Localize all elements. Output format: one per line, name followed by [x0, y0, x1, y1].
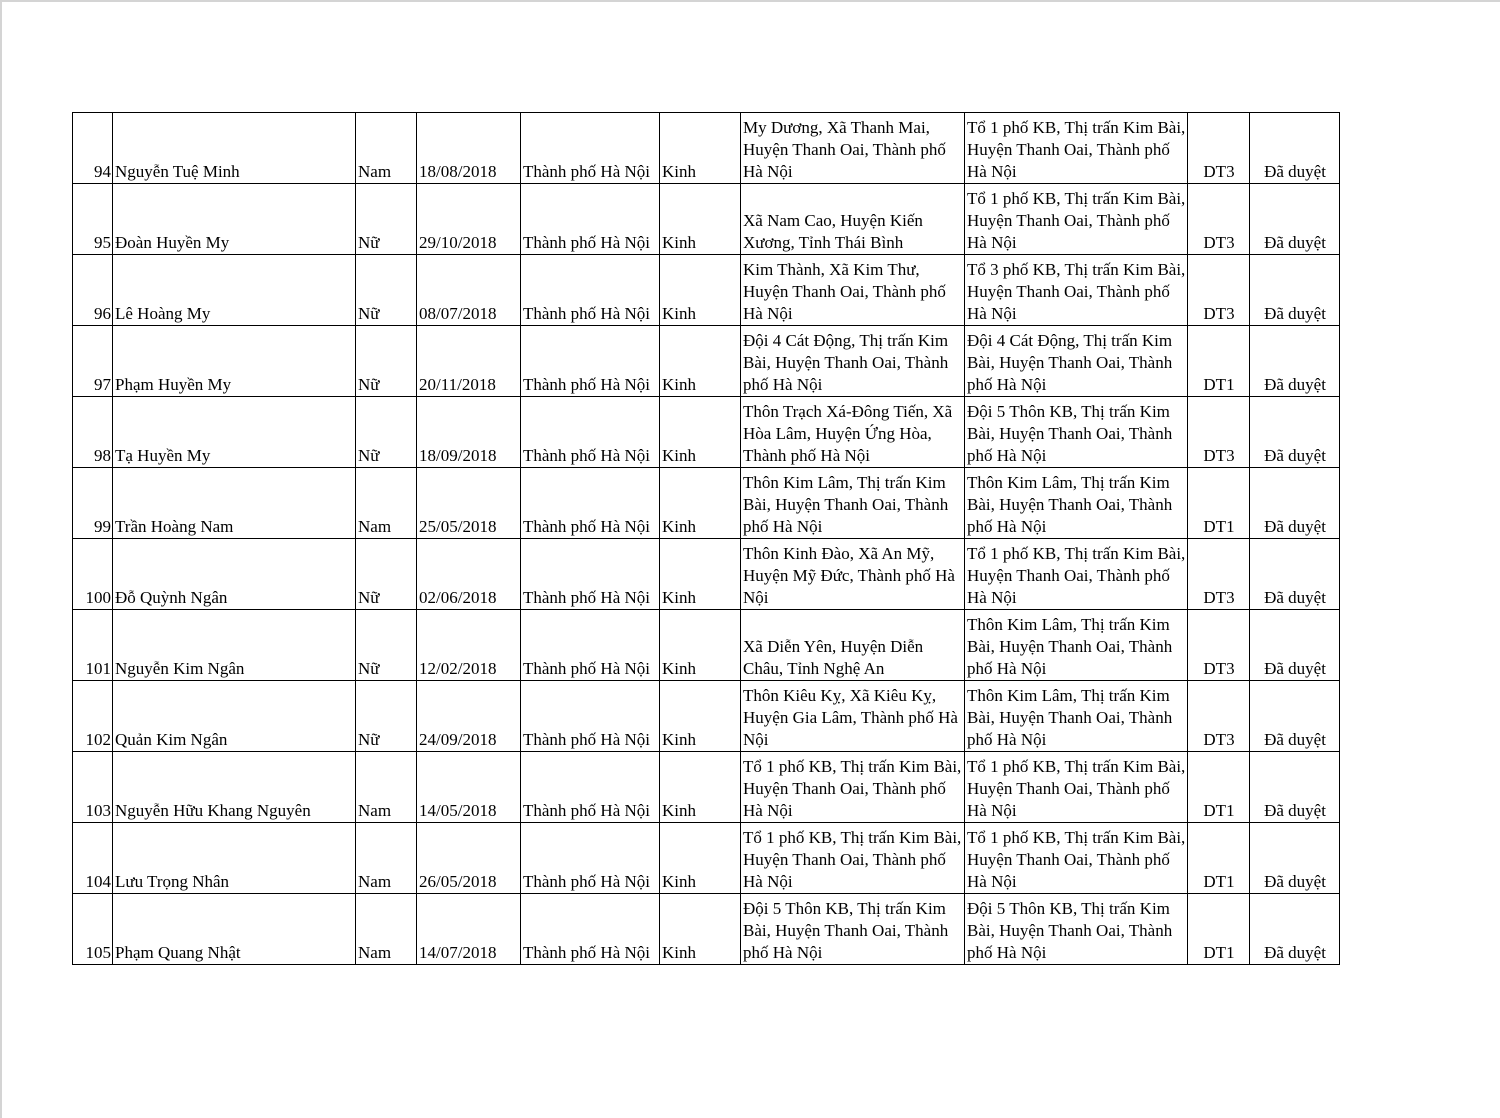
student-name: Trần Hoàng Nam: [113, 468, 356, 539]
hometown-address: Thôn Kim Lâm, Thị trấn Kim Bài, Huyện Thanh Oai, Thành phố Hà Nội: [741, 468, 965, 539]
residence-address: Tổ 1 phố KB, Thị trấn Kim Bài, Huyện Thanh Oai, Thành phố Hà Nội: [965, 184, 1188, 255]
date-of-birth: 25/05/2018: [417, 468, 521, 539]
birthplace: Thành phố Hà Nội: [521, 184, 660, 255]
category-code: DT3: [1188, 113, 1250, 184]
birthplace: Thành phố Hà Nội: [521, 468, 660, 539]
table-row: [73, 184, 1340, 255]
hometown-address: Đội 5 Thôn KB, Thị trấn Kim Bài, Huyện Thanh Oai, Thành phố Hà Nội: [741, 894, 965, 965]
approval-status: Đã duyệt: [1250, 539, 1340, 610]
approval-status: Đã duyệt: [1250, 681, 1340, 752]
hometown-address: Kim Thành, Xã Kim Thư, Huyện Thanh Oai, Thành phố Hà Nội: [741, 255, 965, 326]
ethnicity: Kinh: [660, 681, 741, 752]
residence-address: Tổ 1 phố KB, Thị trấn Kim Bài, Huyện Thanh Oai, Thành phố Hà Nội: [965, 539, 1188, 610]
date-of-birth: 29/10/2018: [417, 184, 521, 255]
table-row: [73, 468, 1340, 539]
ethnicity: Kinh: [660, 610, 741, 681]
birthplace: Thành phố Hà Nội: [521, 610, 660, 681]
student-name: Phạm Quang Nhật: [113, 894, 356, 965]
student-name: Lê Hoàng My: [113, 255, 356, 326]
gender: Nữ: [356, 184, 417, 255]
ethnicity: Kinh: [660, 113, 741, 184]
date-of-birth: 18/08/2018: [417, 113, 521, 184]
gender: Nam: [356, 468, 417, 539]
approval-status: Đã duyệt: [1250, 397, 1340, 468]
ethnicity: Kinh: [660, 752, 741, 823]
category-code: DT1: [1188, 894, 1250, 965]
gender: Nam: [356, 113, 417, 184]
approval-status: Đã duyệt: [1250, 468, 1340, 539]
date-of-birth: 14/07/2018: [417, 894, 521, 965]
date-of-birth: 14/05/2018: [417, 752, 521, 823]
approval-status: Đã duyệt: [1250, 255, 1340, 326]
gender: Nữ: [356, 610, 417, 681]
hometown-address: Thôn Kinh Đào, Xã An Mỹ, Huyện Mỹ Đức, Thành phố Hà Nội: [741, 539, 965, 610]
gender: Nam: [356, 894, 417, 965]
table-row: [73, 326, 1340, 397]
birthplace: Thành phố Hà Nội: [521, 894, 660, 965]
ethnicity: Kinh: [660, 397, 741, 468]
category-code: DT3: [1188, 681, 1250, 752]
ethnicity: Kinh: [660, 894, 741, 965]
table-row: [73, 255, 1340, 326]
gender: Nữ: [356, 539, 417, 610]
date-of-birth: 02/06/2018: [417, 539, 521, 610]
category-code: DT3: [1188, 184, 1250, 255]
gender: Nữ: [356, 681, 417, 752]
birthplace: Thành phố Hà Nội: [521, 113, 660, 184]
table-row: [73, 397, 1340, 468]
approval-status: Đã duyệt: [1250, 113, 1340, 184]
hometown-address: Xã Diễn Yên, Huyện Diễn Châu, Tỉnh Nghệ An: [741, 610, 965, 681]
row-number: 102: [73, 681, 113, 752]
date-of-birth: 24/09/2018: [417, 681, 521, 752]
birthplace: Thành phố Hà Nội: [521, 752, 660, 823]
date-of-birth: 08/07/2018: [417, 255, 521, 326]
row-number: 101: [73, 610, 113, 681]
student-name: Nguyễn Hữu Khang Nguyên: [113, 752, 356, 823]
residence-address: Thôn Kim Lâm, Thị trấn Kim Bài, Huyện Thanh Oai, Thành phố Hà Nội: [965, 610, 1188, 681]
approval-status: Đã duyệt: [1250, 184, 1340, 255]
date-of-birth: 18/09/2018: [417, 397, 521, 468]
category-code: DT3: [1188, 539, 1250, 610]
date-of-birth: 26/05/2018: [417, 823, 521, 894]
hometown-address: Tổ 1 phố KB, Thị trấn Kim Bài, Huyện Thanh Oai, Thành phố Hà Nội: [741, 752, 965, 823]
table-row: [73, 823, 1340, 894]
row-number: 103: [73, 752, 113, 823]
approval-status: Đã duyệt: [1250, 752, 1340, 823]
student-name: Tạ Huyền My: [113, 397, 356, 468]
table-row: [73, 113, 1340, 184]
approval-status: Đã duyệt: [1250, 326, 1340, 397]
page-edge-top: [0, 0, 1500, 2]
approval-status: Đã duyệt: [1250, 610, 1340, 681]
hometown-address: Tổ 1 phố KB, Thị trấn Kim Bài, Huyện Thanh Oai, Thành phố Hà Nội: [741, 823, 965, 894]
gender: Nữ: [356, 326, 417, 397]
row-number: 95: [73, 184, 113, 255]
category-code: DT3: [1188, 397, 1250, 468]
hometown-address: My Dương, Xã Thanh Mai, Huyện Thanh Oai, Thành phố Hà Nội: [741, 113, 965, 184]
date-of-birth: 12/02/2018: [417, 610, 521, 681]
residence-address: Tổ 1 phố KB, Thị trấn Kim Bài, Huyện Thanh Oai, Thành phố Hà Nội: [965, 752, 1188, 823]
hometown-address: Đội 4 Cát Động, Thị trấn Kim Bài, Huyện Thanh Oai, Thành phố Hà Nội: [741, 326, 965, 397]
row-number: 94: [73, 113, 113, 184]
hometown-address: Xã Nam Cao, Huyện Kiến Xương, Tỉnh Thái Bình: [741, 184, 965, 255]
table-row: [73, 894, 1340, 965]
row-number: 97: [73, 326, 113, 397]
birthplace: Thành phố Hà Nội: [521, 823, 660, 894]
hometown-address: Thôn Trạch Xá-Đông Tiến, Xã Hòa Lâm, Huyện Ứng Hòa, Thành phố Hà Nội: [741, 397, 965, 468]
gender: Nam: [356, 823, 417, 894]
student-name: Nguyễn Kim Ngân: [113, 610, 356, 681]
birthplace: Thành phố Hà Nội: [521, 397, 660, 468]
approval-status: Đã duyệt: [1250, 823, 1340, 894]
residence-address: Thôn Kim Lâm, Thị trấn Kim Bài, Huyện Thanh Oai, Thành phố Hà Nội: [965, 681, 1188, 752]
residence-address: Tổ 3 phố KB, Thị trấn Kim Bài, Huyện Thanh Oai, Thành phố Hà Nội: [965, 255, 1188, 326]
residence-address: Đội 4 Cát Động, Thị trấn Kim Bài, Huyện Thanh Oai, Thành phố Hà Nội: [965, 326, 1188, 397]
table-row: [73, 681, 1340, 752]
table-row: [73, 539, 1340, 610]
birthplace: Thành phố Hà Nội: [521, 539, 660, 610]
category-code: DT1: [1188, 823, 1250, 894]
category-code: DT1: [1188, 468, 1250, 539]
row-number: 99: [73, 468, 113, 539]
student-name: Nguyễn Tuệ Minh: [113, 113, 356, 184]
page-edge-left: [0, 0, 2, 1118]
approval-status: Đã duyệt: [1250, 894, 1340, 965]
category-code: DT3: [1188, 255, 1250, 326]
row-number: 100: [73, 539, 113, 610]
student-name: Đoàn Huyền My: [113, 184, 356, 255]
student-name: Lưu Trọng Nhân: [113, 823, 356, 894]
ethnicity: Kinh: [660, 184, 741, 255]
student-name: Quản Kim Ngân: [113, 681, 356, 752]
gender: Nữ: [356, 397, 417, 468]
ethnicity: Kinh: [660, 326, 741, 397]
residence-address: Thôn Kim Lâm, Thị trấn Kim Bài, Huyện Thanh Oai, Thành phố Hà Nội: [965, 468, 1188, 539]
category-code: DT1: [1188, 326, 1250, 397]
row-number: 105: [73, 894, 113, 965]
gender: Nữ: [356, 255, 417, 326]
ethnicity: Kinh: [660, 255, 741, 326]
row-number: 104: [73, 823, 113, 894]
residence-address: Tổ 1 phố KB, Thị trấn Kim Bài, Huyện Thanh Oai, Thành phố Hà Nội: [965, 113, 1188, 184]
student-name: Đỗ Quỳnh Ngân: [113, 539, 356, 610]
table-row: [73, 752, 1340, 823]
row-number: 98: [73, 397, 113, 468]
student-name: Phạm Huyền My: [113, 326, 356, 397]
table-row: [73, 610, 1340, 681]
residence-address: Đội 5 Thôn KB, Thị trấn Kim Bài, Huyện Thanh Oai, Thành phố Hà Nội: [965, 894, 1188, 965]
gender: Nam: [356, 752, 417, 823]
residence-address: Tổ 1 phố KB, Thị trấn Kim Bài, Huyện Thanh Oai, Thành phố Hà Nội: [965, 823, 1188, 894]
roster-body: [73, 113, 1340, 965]
birthplace: Thành phố Hà Nội: [521, 681, 660, 752]
date-of-birth: 20/11/2018: [417, 326, 521, 397]
birthplace: Thành phố Hà Nội: [521, 326, 660, 397]
ethnicity: Kinh: [660, 823, 741, 894]
ethnicity: Kinh: [660, 539, 741, 610]
category-code: DT1: [1188, 752, 1250, 823]
student-roster-table: [72, 112, 1340, 965]
birthplace: Thành phố Hà Nội: [521, 255, 660, 326]
hometown-address: Thôn Kiêu Kỵ, Xã Kiêu Kỵ, Huyện Gia Lâm, Thành phố Hà Nội: [741, 681, 965, 752]
residence-address: Đội 5 Thôn KB, Thị trấn Kim Bài, Huyện Thanh Oai, Thành phố Hà Nội: [965, 397, 1188, 468]
ethnicity: Kinh: [660, 468, 741, 539]
category-code: DT3: [1188, 610, 1250, 681]
row-number: 96: [73, 255, 113, 326]
